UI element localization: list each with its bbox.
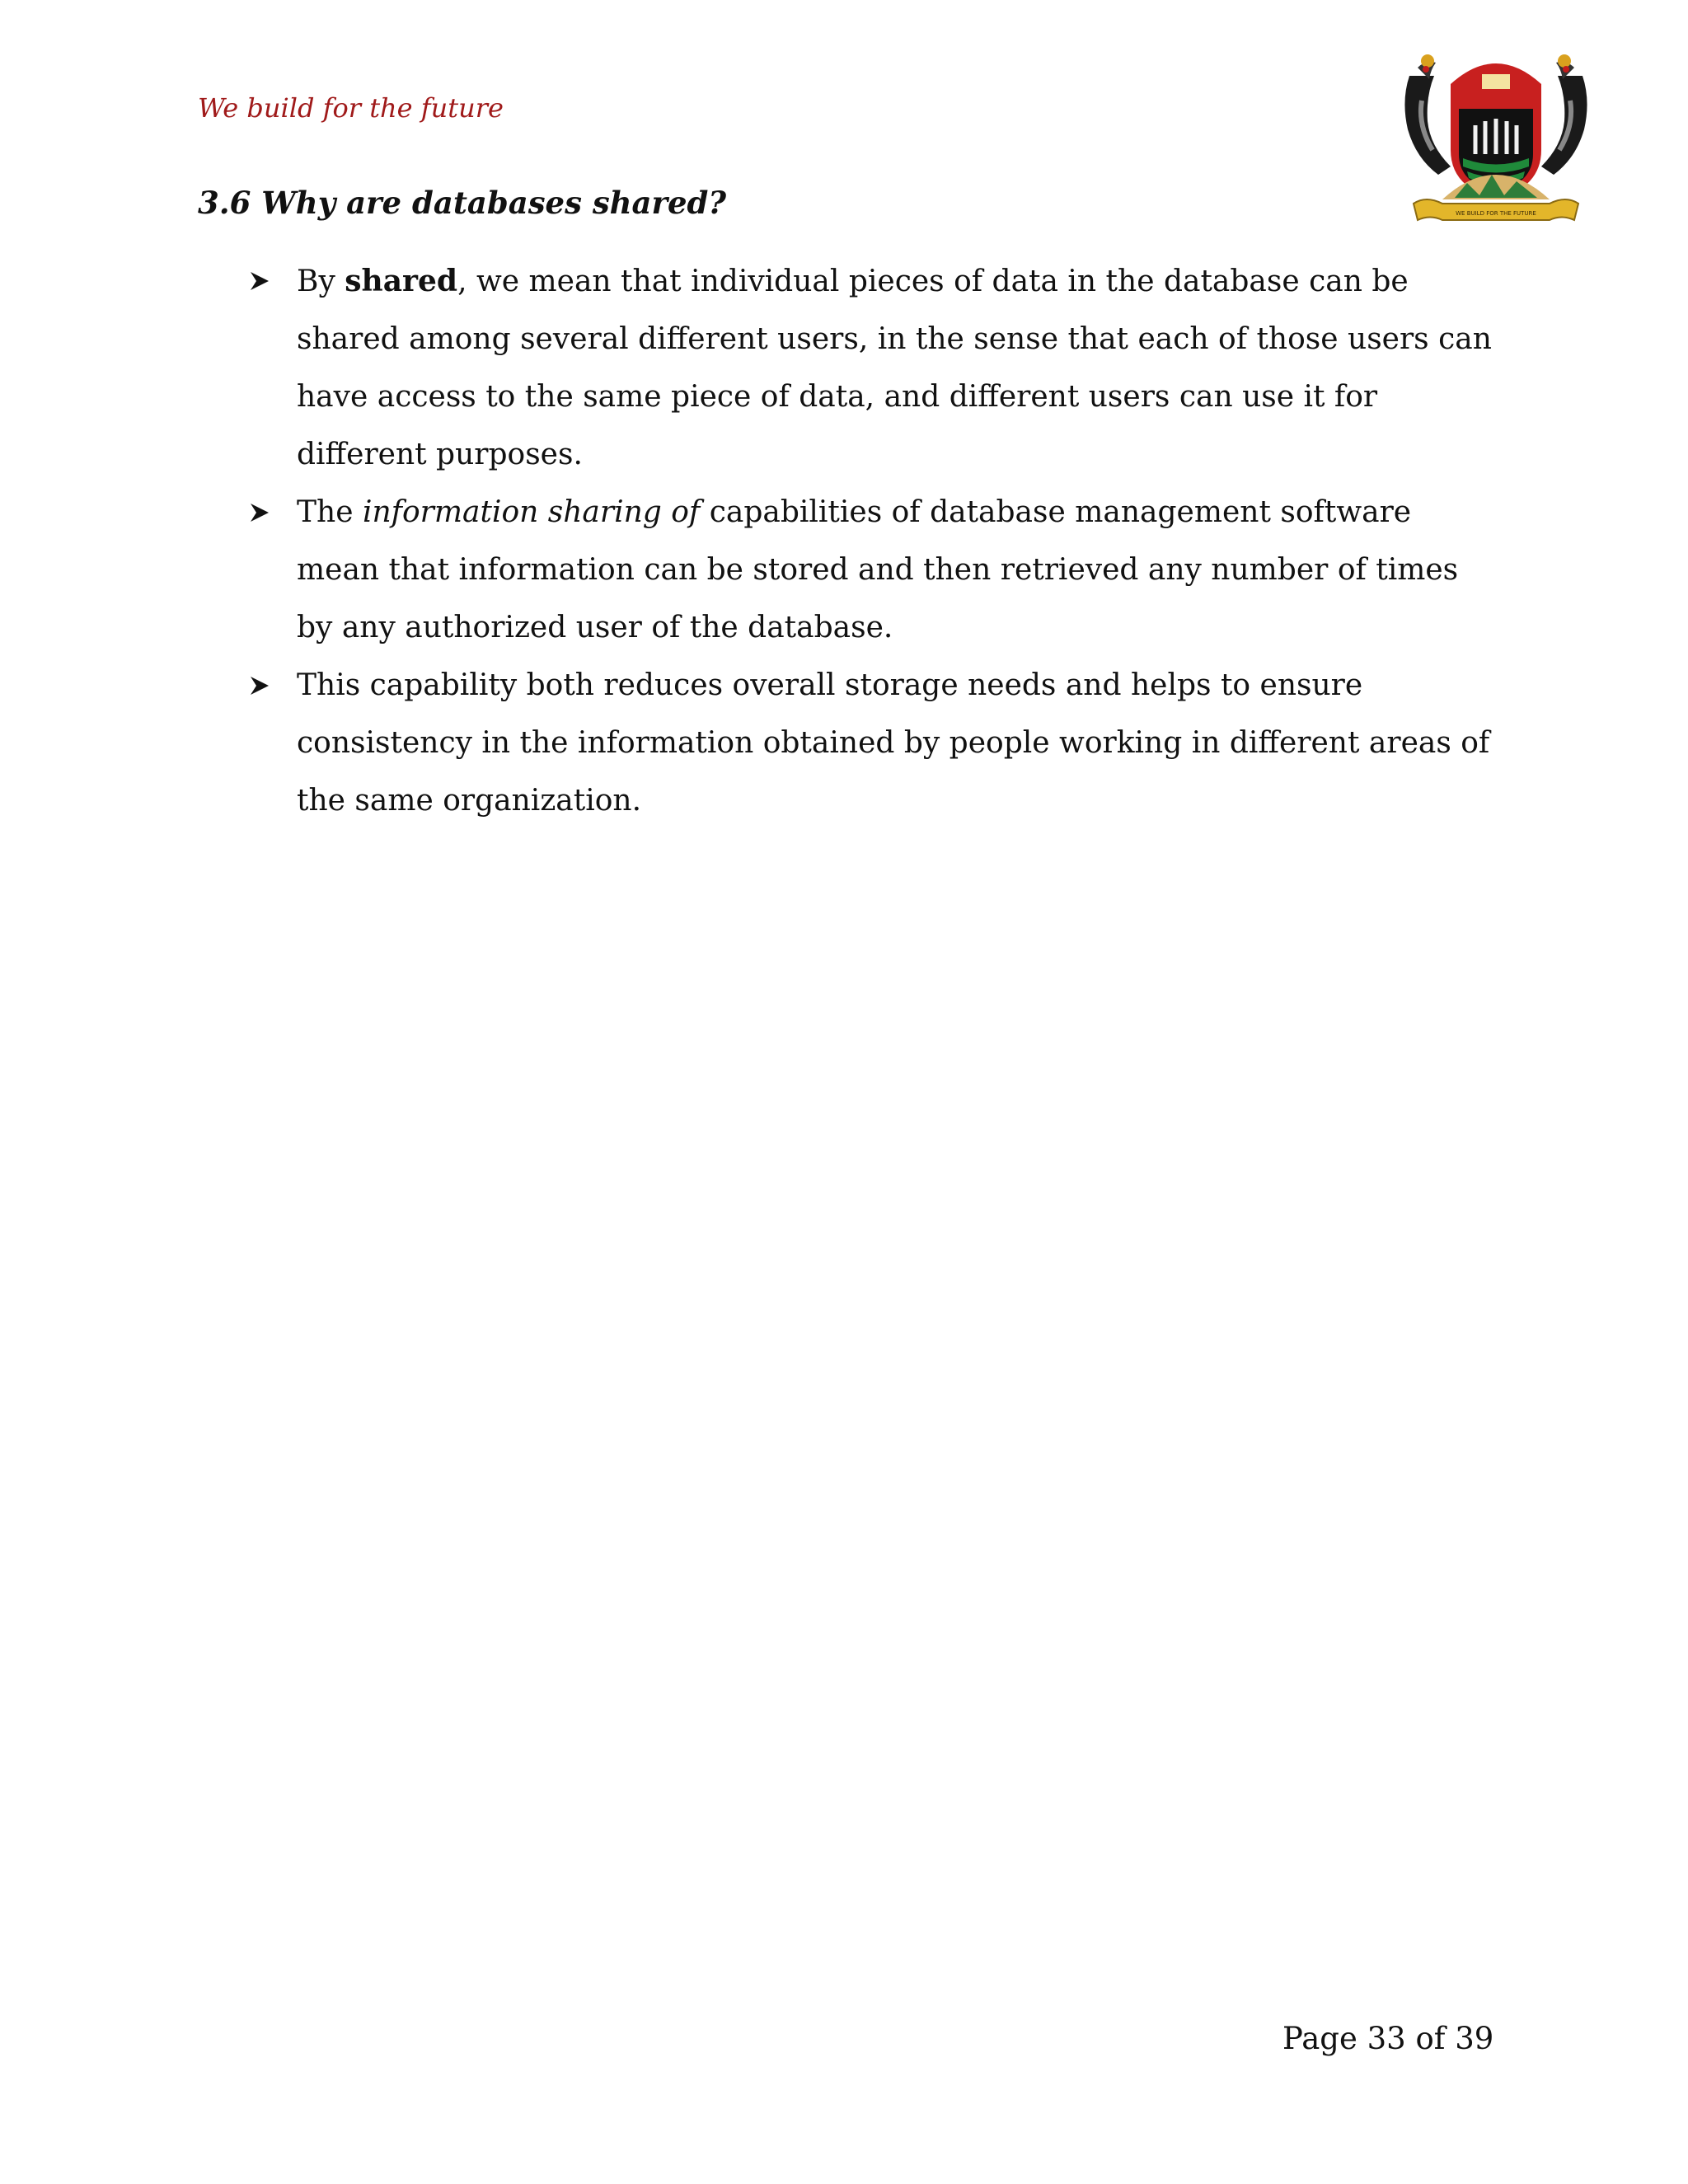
- university-crest-icon: [1393, 51, 1599, 228]
- bullet-text-segment: shared: [345, 264, 458, 298]
- bullet-text-segment: This capability both reduces overall storage needs and helps to ensure consistency in the information obtained by people working in different areas of the same organization.: [297, 668, 1490, 818]
- bullet-text-segment: The: [297, 495, 363, 529]
- bullet-text-segment: , we mean that individual pieces of data in the database can be shared among several different users, in the sense that each of those users can have access to the same piece of data, and different users can use it for different purposes.: [297, 265, 1492, 471]
- bullet-text-segment: information sharing of: [362, 495, 701, 529]
- page-number: Page 33 of 39: [1282, 2021, 1494, 2056]
- header-tagline: We build for the future: [198, 92, 504, 124]
- arrowhead-bullet-icon: [247, 484, 272, 541]
- arrowhead-bullet-icon: [247, 657, 272, 715]
- bullet-list: [247, 252, 1500, 830]
- bullet-item: [247, 252, 1500, 484]
- bullet-text-segment: By: [297, 265, 345, 298]
- bullet-item: [247, 484, 1500, 657]
- bullet-item: [247, 657, 1500, 830]
- section-heading: 3.6 Why are databases shared?: [198, 185, 727, 221]
- bullet-text-segment: capabilities of database management software mean that information can be stored and then retrieved any number of times by any authorized user of the database.: [297, 495, 1459, 644]
- arrowhead-bullet-icon: [247, 252, 272, 310]
- crest-motto: WE BUILD FOR THE FUTURE: [1456, 210, 1536, 217]
